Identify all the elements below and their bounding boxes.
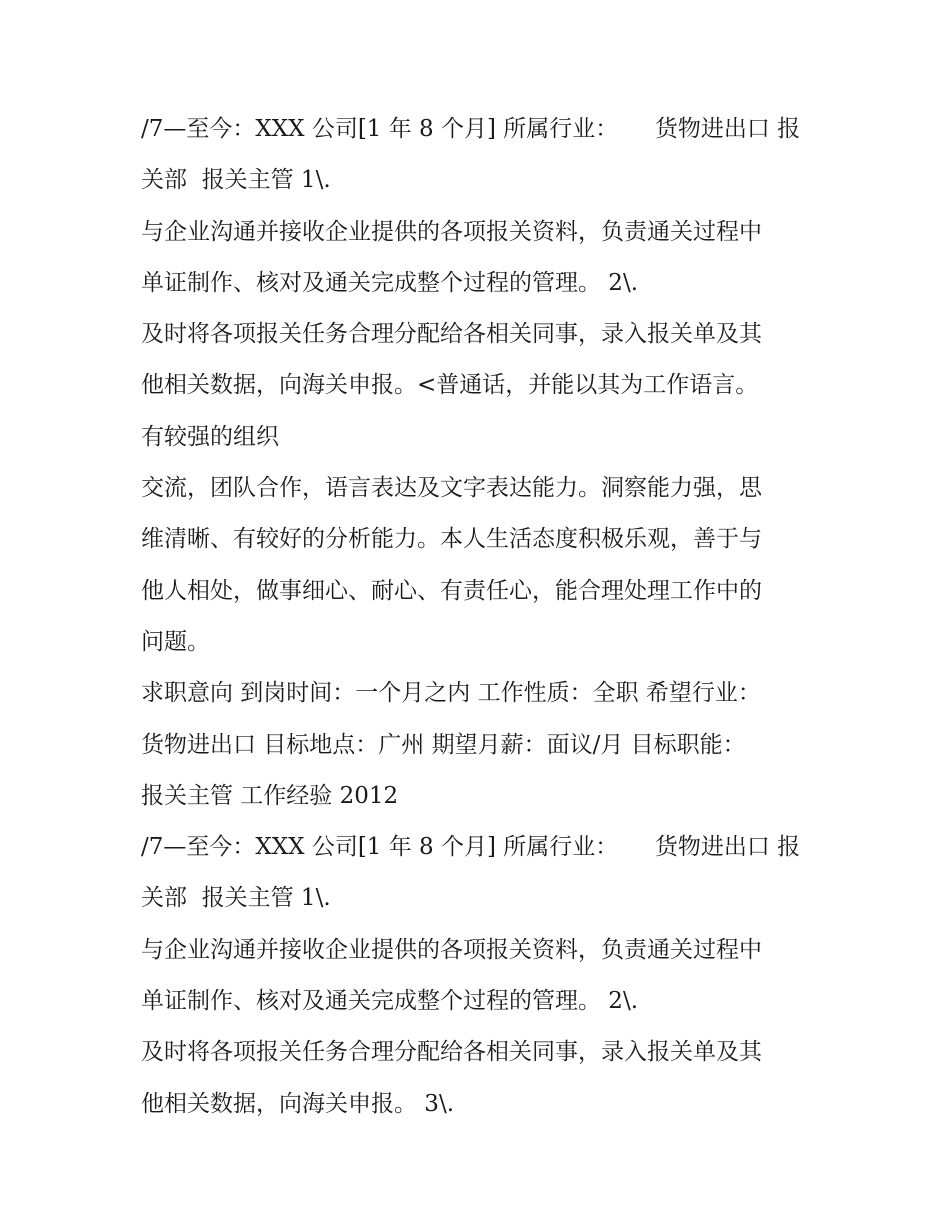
text-line: 有较强的组织: [141, 423, 279, 450]
document-body: [141, 104, 821, 1130]
text-line: 关部 报关主管 1\.: [141, 167, 331, 194]
text-line: 单证制作、核对及通关完成整个过程的管理。 2\.: [141, 988, 639, 1015]
text-line: 与企业沟通并接收企业提供的各项报关资料，负责通关过程中: [141, 218, 762, 245]
text-line: /7—至今：XXX 公司[1 年 8 个月] 所属行业： 货物进出口 报: [141, 116, 801, 142]
text-line: 他相关数据，向海关申报。 3\.: [141, 1090, 455, 1117]
text-line: 及时将各项报关任务合理分配给各相关同事，录入报关单及其: [141, 1039, 762, 1066]
text-line: 问题。: [141, 628, 210, 655]
text-line: 货物进出口 目标地点：广州 期望月薪：面议/月 目标职能：: [141, 731, 746, 758]
text-line: 他相关数据，向海关申报。<普通话，并能以其为工作语言。: [141, 372, 759, 399]
text-line: 他人相处，做事细心、耐心、有责任心，能合理处理工作中的: [141, 577, 762, 604]
text-line: 维清晰、有较好的分析能力。本人生活态度积极乐观，善于与: [141, 526, 762, 553]
text-line: 交流，团队合作，语言表达及文字表达能力。洞察能力强，思: [141, 475, 762, 502]
text-line: 关部 报关主管 1\.: [141, 885, 331, 912]
text-line: 报关主管 工作经验 2012: [141, 782, 399, 809]
text-line: 求职意向 到岗时间：一个月之内 工作性质：全职 希望行业：: [141, 680, 761, 707]
text-line: /7—至今：XXX 公司[1 年 8 个月] 所属行业： 货物进出口 报: [141, 834, 801, 861]
text-line: 与企业沟通并接收企业提供的各项报关资料，负责通关过程中: [141, 936, 762, 963]
text-line: 及时将各项报关任务合理分配给各相关同事，录入报关单及其: [141, 321, 762, 348]
text-line: 单证制作、核对及通关完成整个过程的管理。 2\.: [141, 269, 639, 296]
